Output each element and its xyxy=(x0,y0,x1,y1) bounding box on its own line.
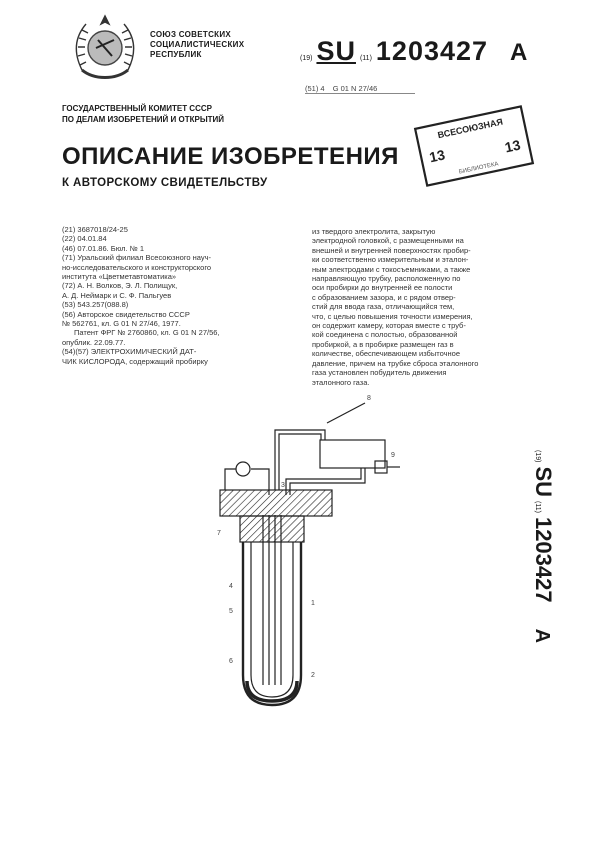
stamp-left: 13 xyxy=(427,146,447,166)
ipc-code: G 01 N 27/46 xyxy=(332,84,378,93)
vertical-publication-number xyxy=(531,450,558,650)
pub-prefix: (19) xyxy=(534,450,541,463)
claim-text xyxy=(312,227,527,387)
claim-line: ным электродами с токосъемниками, а также xyxy=(312,264,471,274)
biblio-line: (72) А. Н. Волков, Э. Л. Полищук, xyxy=(62,281,178,291)
claim-line: пробиркой, а в пробирке размещен газ в xyxy=(312,339,454,349)
claim-line: давление, причем на трубке сброса эталонного xyxy=(312,358,479,368)
biblio-line: (54)(57) ЭЛЕКТРОХИМИЧЕСКИЙ ДАТ- xyxy=(62,347,197,357)
committee-line: ПО ДЕЛАМ ИЗОБРЕТЕНИЙ И ОТКРЫТИЙ xyxy=(62,115,225,124)
claim-line: с образованием зазора, и с рядом отвер- xyxy=(312,292,456,302)
biblio-line: но-исследовательского и конструкторского xyxy=(62,262,212,272)
claim-line: из твердого электролита, закрытую xyxy=(312,227,436,236)
state-line: СОЮЗ СОВЕТСКИХ xyxy=(150,30,232,39)
num-prefix: (11) xyxy=(359,55,372,62)
label-3: 3 xyxy=(281,482,285,489)
publication-number xyxy=(300,36,527,67)
patent-number: 1203427 xyxy=(375,36,489,66)
claim-line: направляющую трубку, расположенную по xyxy=(312,274,461,284)
library-stamp xyxy=(413,104,535,188)
country-code: SU xyxy=(316,36,356,66)
claim-line: эталонного газа. xyxy=(312,377,370,387)
kind-code: A xyxy=(510,39,528,66)
committee-name xyxy=(62,103,224,125)
claim-line: оси пробирки до внутренней ее полости xyxy=(312,283,453,293)
label-5: 5 xyxy=(229,608,233,615)
label-2: 2 xyxy=(311,672,315,679)
biblio-line: (71) Уральский филиал Всесоюзного науч- xyxy=(62,253,212,263)
country-code: SU xyxy=(531,466,556,498)
document-title: ОПИСАНИЕ ИЗОБРЕТЕНИЯ xyxy=(62,143,399,170)
biblio-line: опублик. 22.09.77. xyxy=(62,337,126,347)
biblio-line: (46) 07.01.86. Бюл. № 1 xyxy=(62,243,145,253)
biblio-line: института «Цветметавтоматика» xyxy=(62,272,177,282)
claim-line: внешней и внутренней поверхностях пробир- xyxy=(312,245,471,255)
label-4: 4 xyxy=(229,583,233,590)
committee-line: ГОСУДАРСТВЕННЫЙ КОМИТЕТ СССР xyxy=(62,104,212,113)
biblio-line: (22) 04.01.84 xyxy=(62,234,107,244)
label-1: 1 xyxy=(311,600,315,607)
ipc-prefix: (51) 4 xyxy=(305,84,325,93)
kind-code: A xyxy=(531,628,553,644)
biblio-line: (21) 3687018/24-25 xyxy=(62,225,128,234)
state-line: РЕСПУБЛИК xyxy=(150,50,202,59)
claim-line: что, с целью повышения точности измерения, xyxy=(312,311,473,321)
sensor-drawing xyxy=(215,395,405,715)
stamp-top: ВСЕСОЮЗНАЯ xyxy=(436,116,504,141)
patent-number: 1203427 xyxy=(531,516,556,603)
pub-prefix: (19) xyxy=(300,55,313,62)
claim-line: электродной головкой, с размещенными на xyxy=(312,236,464,246)
biblio-line: (56) Авторское свидетельство СССР xyxy=(62,309,190,319)
label-6: 6 xyxy=(229,658,233,665)
stamp-right: 13 xyxy=(503,136,522,156)
ipc-classification xyxy=(305,84,415,94)
state-line: СОЦИАЛИСТИЧЕСКИХ xyxy=(150,40,245,49)
state-name xyxy=(150,30,244,60)
document-subtitle: К АВТОРСКОМУ СВИДЕТЕЛЬСТВУ xyxy=(62,177,268,189)
claim-line: ки соответственно измерительным и эталон- xyxy=(312,255,469,265)
label-7: 7 xyxy=(217,530,221,537)
biblio-line: А. Д. Неймарк и С. Ф. Пальгуев xyxy=(62,290,172,300)
biblio-line: № 562761, кл. G 01 N 27/46, 1977. xyxy=(62,319,181,329)
label-8: 8 xyxy=(367,395,371,402)
claim-line: количестве, обеспечивающем избыточное xyxy=(312,349,460,359)
biblio-line: Патент ФРГ № 2760860, кл. G 01 N 27/56, xyxy=(74,328,220,338)
claim-line: кой соединена с полостью, образованной xyxy=(312,330,458,340)
num-prefix: (11) xyxy=(534,501,541,513)
claim-line: газа установлен побудитель движения xyxy=(312,368,447,378)
stamp-bottom: БИБЛИОТЕКА xyxy=(458,161,500,176)
claim-line: он содержит камеру, которая вместе с труб- xyxy=(312,321,466,331)
state-emblem-icon xyxy=(68,10,142,86)
label-9: 9 xyxy=(391,452,395,459)
bibliographic-data xyxy=(62,225,300,366)
claim-line: стий для ввода газа, отличающийся тем, xyxy=(312,302,455,312)
biblio-line: (53) 543.257(088.8) xyxy=(62,300,129,310)
biblio-line: ЧИК КИСЛОРОДА, содержащий пробирку xyxy=(62,356,208,366)
